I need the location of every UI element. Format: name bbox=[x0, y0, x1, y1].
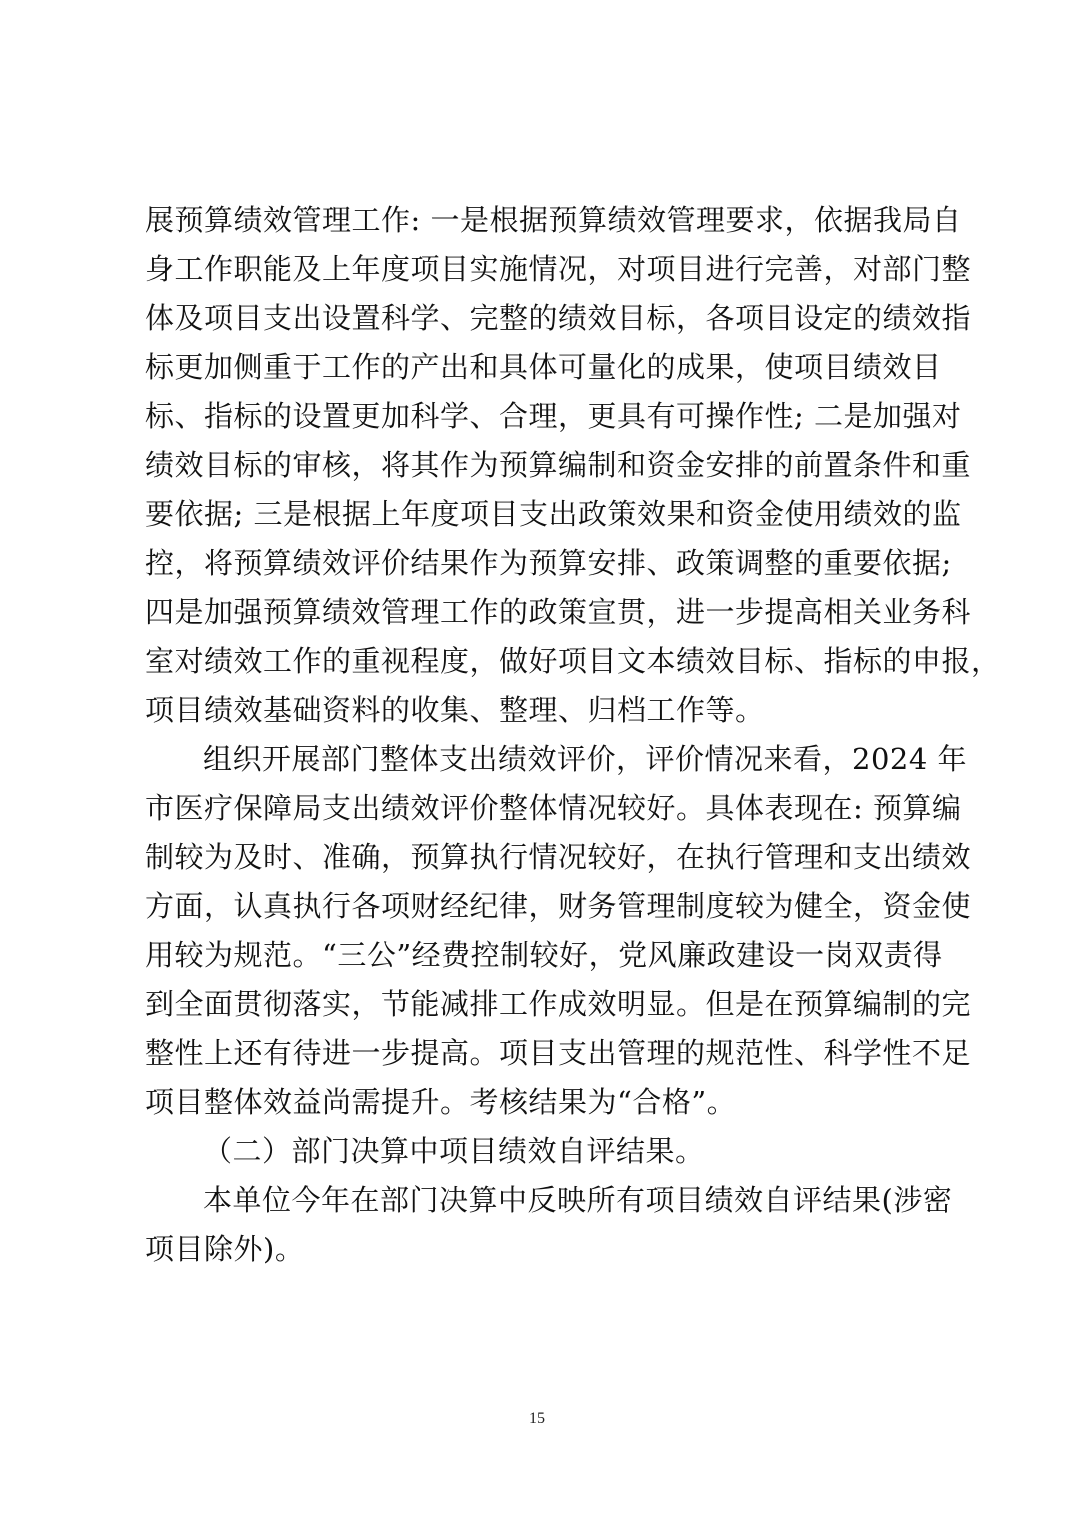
text-line: 整性上还有待进一步提高。项目支出管理的规范性、科学性不足 bbox=[145, 1036, 972, 1070]
text-line: 市医疗保障局支出绩效评价整体情况较好。具体表现在: 预算编 bbox=[145, 791, 962, 825]
text-line: 用较为规范。“三公”经费控制较好，党风廉政建设一岗双责得 bbox=[145, 938, 943, 972]
paragraph-evaluation-results bbox=[145, 735, 972, 1127]
paragraph-self-evaluation bbox=[145, 1176, 953, 1274]
text-line: 控，将预算绩效评价结果作为预算安排、政策调整的重要依据; bbox=[145, 546, 952, 580]
text-line: 标、指标的设置更加科学、合理，更具有可操作性; 二是加强对 bbox=[145, 399, 962, 433]
text-line: 方面，认真执行各项财经纪律，财务管理制度较为健全，资金使 bbox=[145, 889, 972, 923]
text-line: 组织开展部门整体支出绩效评价，评价情况来看，2024 年 bbox=[203, 742, 968, 776]
text-line: 室对绩效工作的重视程度，做好项目文本绩效目标、指标的申报， bbox=[145, 644, 1001, 678]
page-number: 15 bbox=[529, 1410, 545, 1427]
section-heading-text: （二）部门决算中项目绩效自评结果。 bbox=[203, 1134, 705, 1168]
text-line: 项目绩效基础资料的收集、整理、归档工作等。 bbox=[145, 693, 765, 727]
text-line: 到全面贯彻落实，节能减排工作成效明显。但是在预算编制的完 bbox=[145, 987, 972, 1021]
paragraph-performance-management bbox=[145, 196, 1001, 735]
text-line: 要依据; 三是根据上年度项目支出政策效果和资金使用绩效的监 bbox=[145, 497, 962, 531]
text-line: 项目除外)。 bbox=[145, 1232, 305, 1266]
text-line: 制较为及时、准确，预算执行情况较好，在执行管理和支出绩效 bbox=[145, 840, 972, 874]
text-line: 四是加强预算绩效管理工作的政策宣贯，进一步提高相关业务科 bbox=[145, 595, 972, 629]
text-line: 绩效目标的审核，将其作为预算编制和资金安排的前置条件和重 bbox=[145, 448, 972, 482]
text-line: 项目整体效益尚需提升。考核结果为“合格”。 bbox=[145, 1085, 737, 1119]
text-line: 本单位今年在部门决算中反映所有项目绩效自评结果(涉密 bbox=[203, 1183, 953, 1217]
text-line: 体及项目支出设置科学、完整的绩效目标，各项目设定的绩效指 bbox=[145, 301, 972, 335]
body-text bbox=[145, 196, 1001, 1274]
section-heading bbox=[145, 1127, 945, 1176]
text-line: 展预算绩效管理工作: 一是根据预算绩效管理要求，依据我局自 bbox=[145, 203, 962, 237]
text-line: 身工作职能及上年度项目实施情况，对项目进行完善，对部门整 bbox=[145, 252, 972, 286]
text-line: 标更加侧重于工作的产出和具体可量化的成果，使项目绩效目 bbox=[145, 350, 942, 384]
